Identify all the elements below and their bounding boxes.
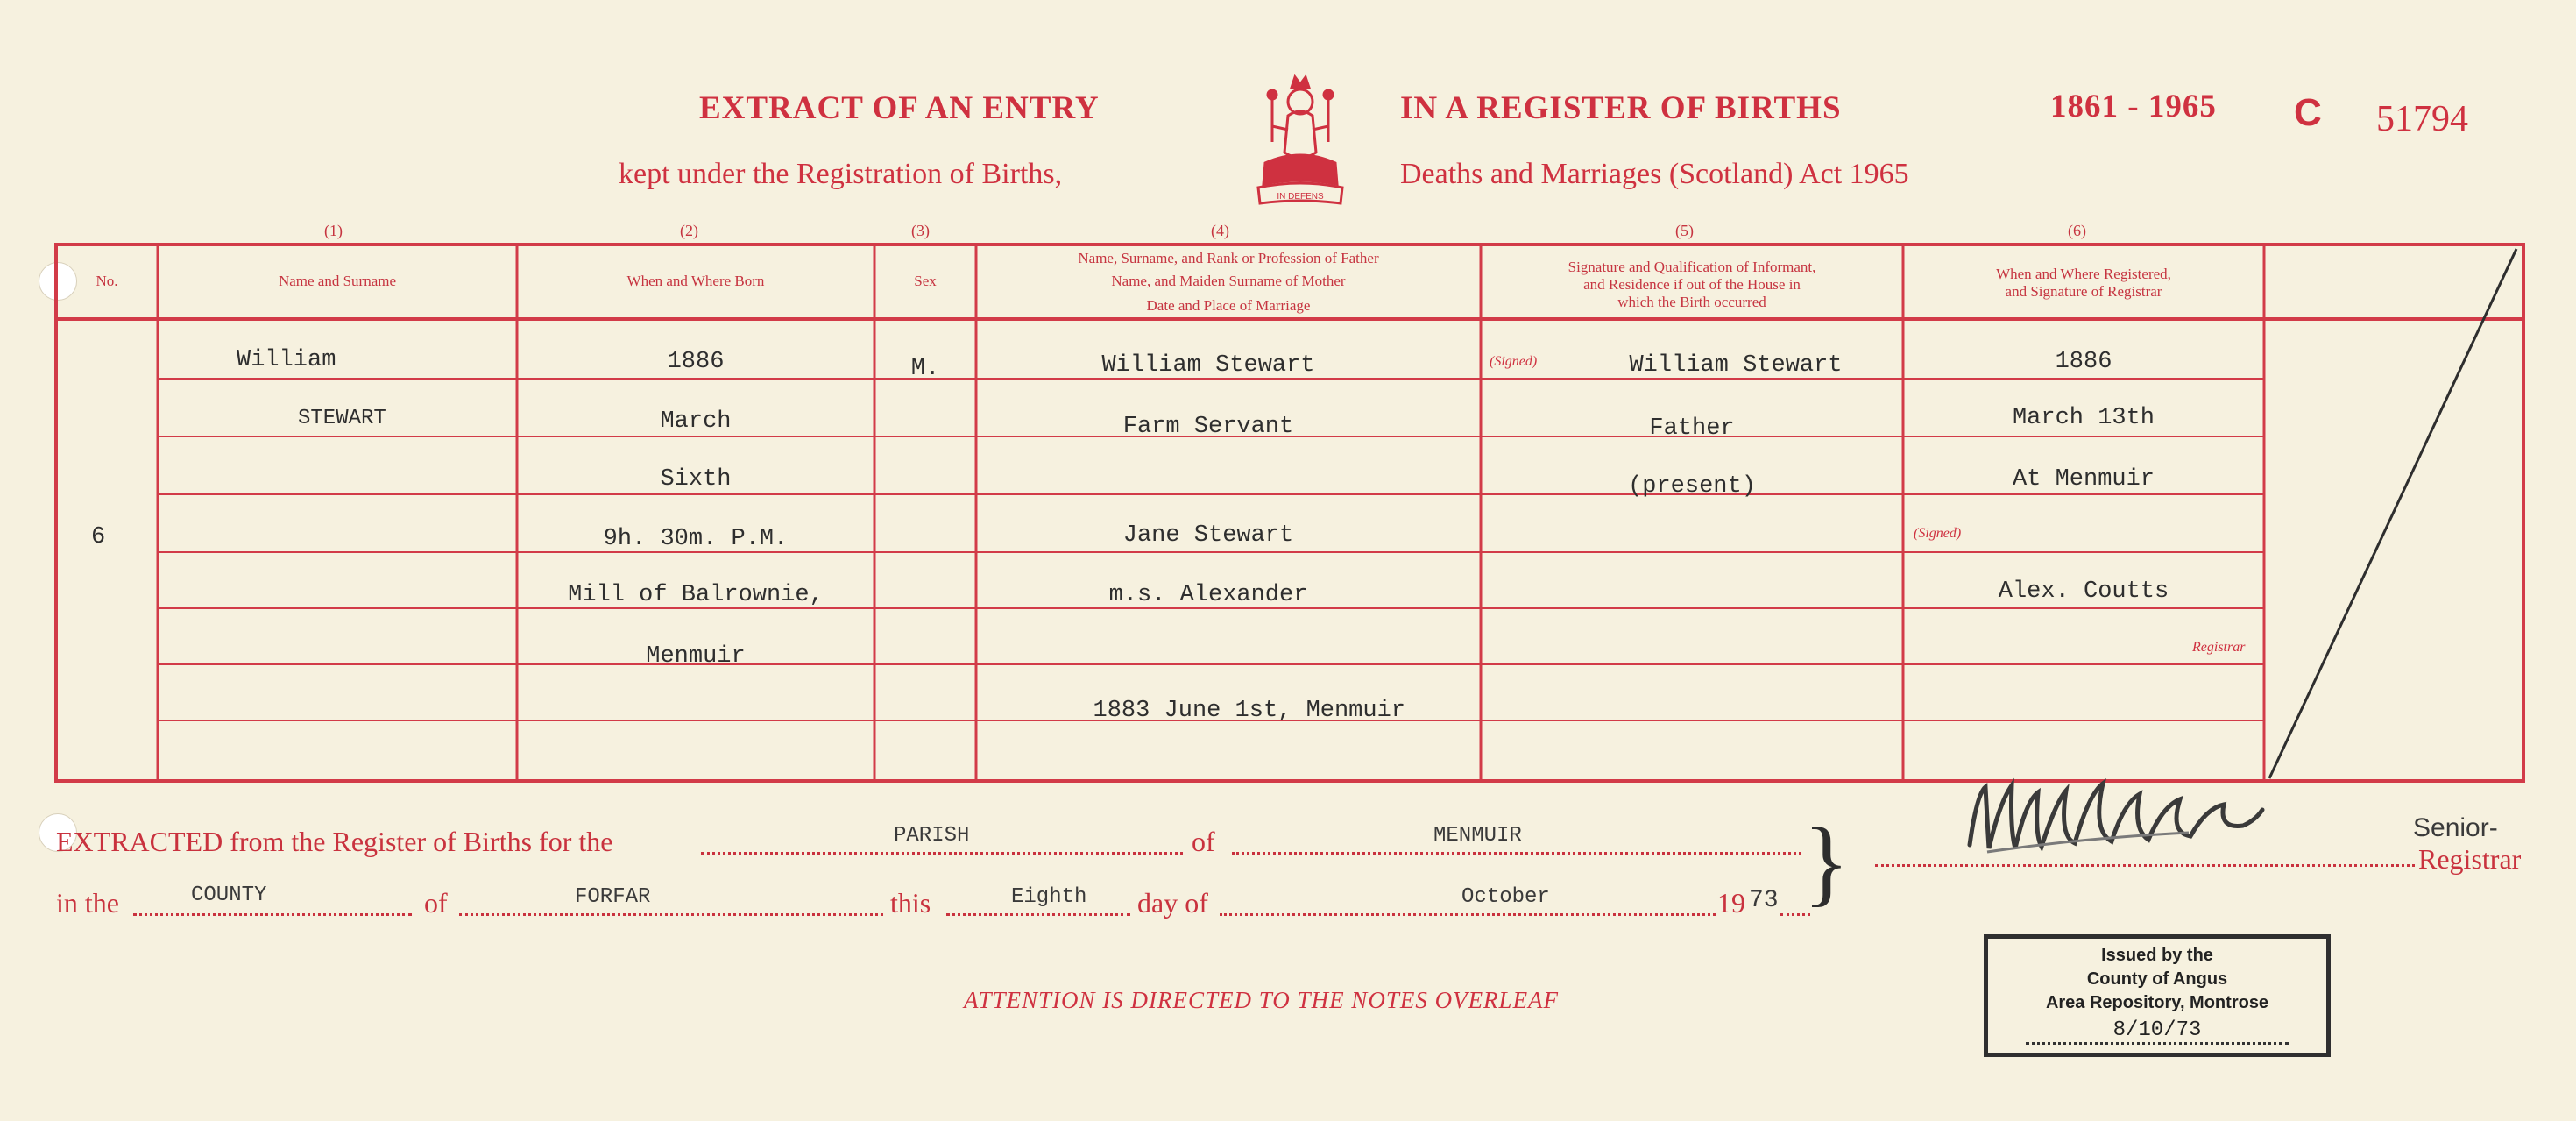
county-label: COUNTY [191,883,267,907]
father-rank: Farm Servant [1122,414,1294,440]
col-num-2: (2) [680,222,698,239]
attention-notice: ATTENTION IS DIRECTED TO THE NOTES OVERLEAF [964,987,1560,1013]
registrar-label: Registrar [2192,640,2246,655]
col-num-4: (4) [1211,222,1229,239]
mother-maiden: m.s. Alexander [1108,582,1308,608]
col-num-6: (6) [2068,222,2086,239]
informant-name: William Stewart [1629,352,1843,379]
registered-year: 1886 [2055,349,2112,375]
col-num-5: (5) [1675,222,1694,239]
issued-stamp [1984,934,2331,1057]
entry-no: 6 [91,524,106,550]
registrar-name: Alex. Coutts [1998,578,2169,605]
title-left: EXTRACT OF AN ENTRY [699,90,1100,126]
entry-forename: William [237,347,336,373]
title-right: IN A REGISTER OF BIRTHS [1400,90,1842,126]
registered-date: March 13th [2012,405,2155,431]
col-head-registered-1: When and Where Registered, [1996,266,2171,282]
day-value: Eighth [1011,885,1087,909]
crest-motto: IN DEFENS [1277,192,1324,202]
informant-presence: (present) [1628,473,1756,500]
registrar-footer-label: Registrar [2418,843,2522,875]
month-value: October [1461,885,1550,909]
marriage-details: 1883 June 1st, Menmuir [1093,698,1405,724]
col-head-parents-1: Name, Surname, and Rank or Profession of Father [1078,250,1379,266]
col-head-parents-2: Name, and Maiden Surname of Mother [1111,273,1346,289]
born-year: 1886 [667,349,725,375]
year-dotted-line [1780,901,1810,916]
registered-place: At Menmuir [2012,466,2155,493]
county-value-dotted-line [459,901,883,916]
col-head-born: When and Where Born [626,273,765,289]
registrar-signature-icon [1961,768,2268,864]
father-name: William Stewart [1101,352,1315,379]
day-of-text: day of [1137,887,1208,919]
stamp-line-1: Issued by the [2101,946,2213,965]
born-time: 9h. 30m. P.M. [603,526,789,552]
informant-qualification: Father [1649,415,1735,442]
col-head-registered-2: and Signature of Registrar [2005,283,2162,300]
senior-label: Senior- [2413,813,2498,842]
stamp-line-3: Area Repository, Montrose [2045,993,2269,1012]
subtitle-right: Deaths and Marriages (Scotland) Act 1965 [1400,158,1909,190]
col-head-parents-3: Date and Place of Marriage [1146,297,1311,314]
col-head-informant-2: and Residence if out of the House in [1583,276,1801,293]
series-letter: C [2294,91,2322,134]
col-num-1: (1) [324,222,343,239]
born-month: March [660,408,732,435]
col-num-3: (3) [911,222,930,239]
col-head-no: No. [96,273,118,289]
of-text-2: of [424,887,448,919]
stamp-date: 8/10/73 [2026,1018,2289,1045]
county-value: FORFAR [575,885,651,909]
entry-surname: STEWART [298,407,386,430]
born-place-2: Menmuir [646,643,746,670]
in-the-text: in the [56,887,119,919]
col-head-sex: Sex [914,273,937,289]
informant-signed-label: (Signed) [1490,354,1538,369]
this-text: this [890,887,931,919]
subtitle-left: kept under the Registration of Births, [619,158,1063,190]
year-range: 1861 - 1965 [2050,89,2217,124]
born-place-1: Mill of Balrownie, [568,582,824,608]
year-prefix: 19 [1717,887,1745,919]
col-head-informant-3: which the Birth occurred [1617,294,1766,310]
parish-label: PARISH [894,824,970,848]
entry-sex: M. [910,356,940,382]
parish-value: MENMUIR [1433,824,1522,848]
stamp-line-2: County of Angus [2086,969,2228,989]
col-head-name: Name and Surname [278,273,397,289]
county-dotted-line [133,901,412,916]
extracted-text: EXTRACTED from the Register of Births for the [56,826,613,857]
serial-number: 51794 [2376,99,2468,139]
brace: } [1803,808,1850,915]
col-head-informant-1: Signature and Qualification of Informant, [1568,259,1816,275]
mother-name: Jane Stewart [1122,522,1294,549]
year-value: 73 [1749,887,1779,914]
of-text-1: of [1192,826,1215,857]
registrar-signed-label: (Signed) [1914,526,1962,541]
born-day: Sixth [660,466,732,493]
